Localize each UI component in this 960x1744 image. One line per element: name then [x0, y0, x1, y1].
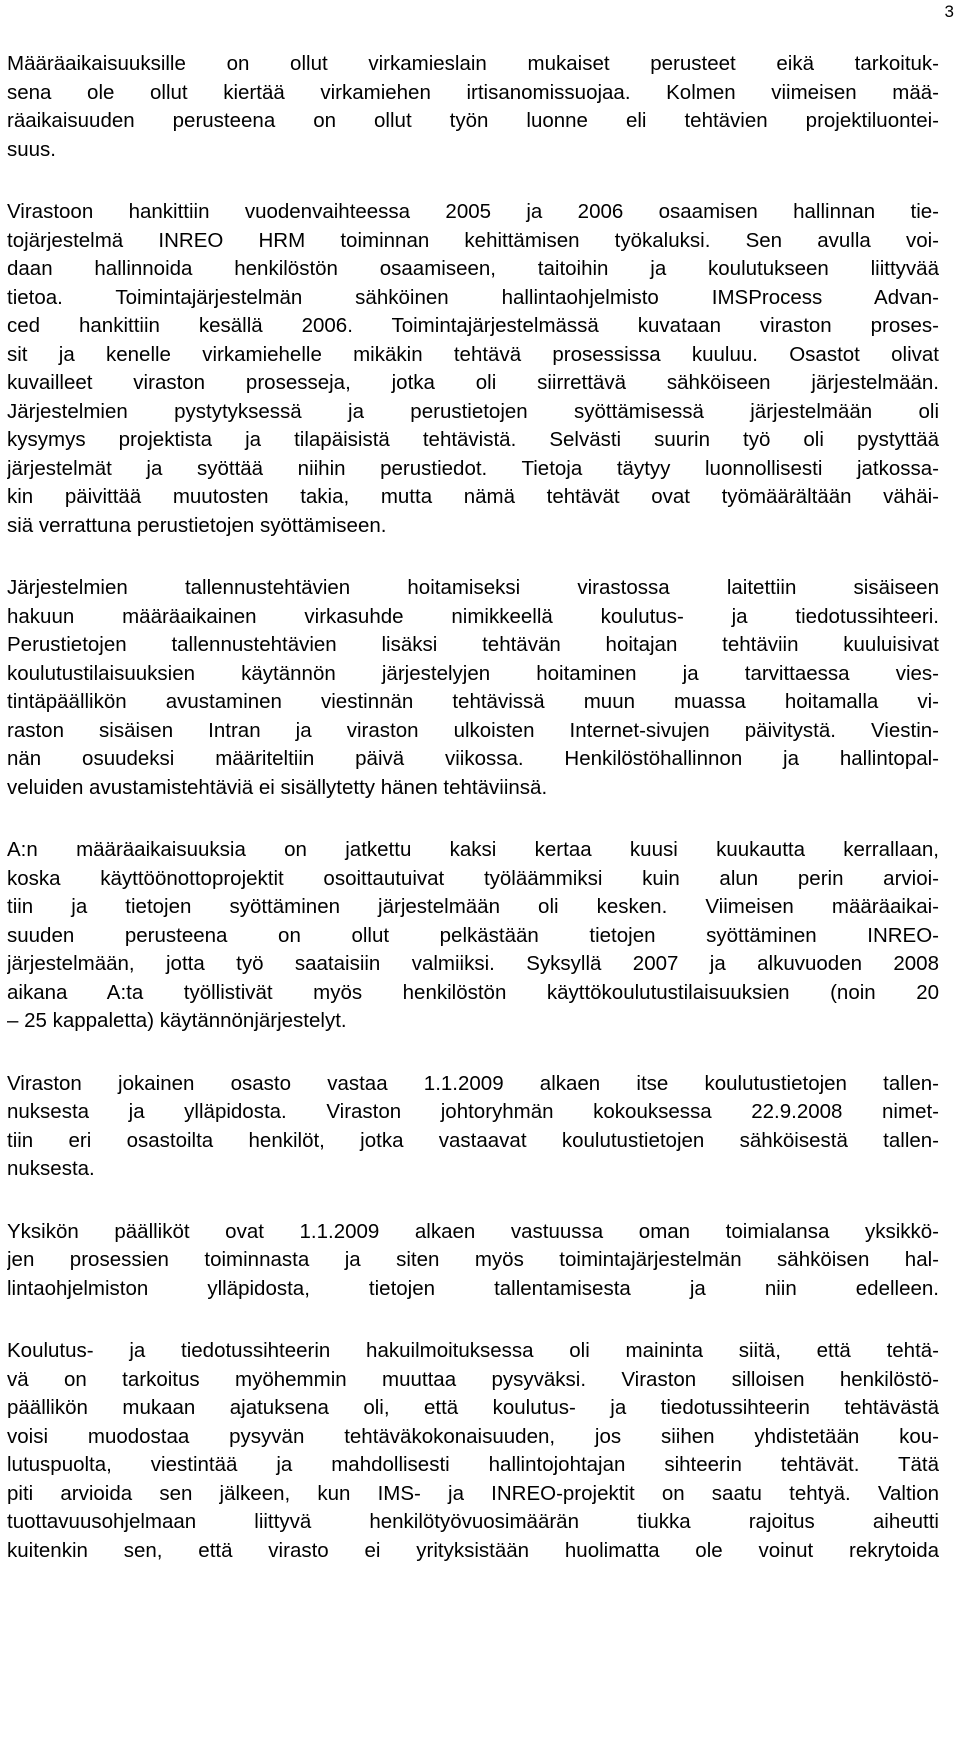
text-line: nuksesta.	[7, 1157, 95, 1180]
text-line: Koulutus- ja tiedotussihteerin hakuilmoituksessa oli maininta siitä, että tehtä-	[7, 1339, 939, 1362]
text-line: voisi muodostaa pysyvän tehtäväkokonaisuuden, jos siihen yhdistetään kou-	[7, 1424, 939, 1448]
page-number: 3	[944, 2, 954, 21]
text-line: Järjestelmien pystytyksessä ja perustietojen syöttämisessä järjestelmään oli	[7, 399, 939, 423]
text-line: järjestelmät ja syöttää niihin perustiedot. Tietoja täytyy luonnollisesti jatkossa-	[7, 456, 939, 480]
text-line: kin päivittää muutosten takia, mutta nämä tehtävät ovat työmäärältään vähäi-	[7, 485, 939, 508]
text-line: järjestelmään, jotta työ saataisiin valmiiksi. Syksyllä 2007 ja alkuvuoden 2008	[7, 952, 939, 975]
paragraph	[7, 198, 939, 540]
text-line: A:n määräaikaisuuksia on jatkettu kaksi kertaa kuusi kuukautta kerrallaan,	[7, 838, 939, 861]
text-line: raston sisäisen Intran ja viraston ulkoisten Internet-sivujen päivitystä. Viestin-	[7, 718, 939, 742]
text-line: piti arvioida sen jälkeen, kun IMS- ja INREO-projektit on saatu tehtyä. Valtion	[7, 1481, 939, 1505]
text-line: tietoa. Toimintajärjestelmän sähköinen hallintaohjelmisto IMSProcess Advan-	[7, 285, 939, 309]
text-line: kuitenkin sen, että virasto ei yrityksistään huolimatta ole voinut rekrytoida	[7, 1538, 939, 1562]
paragraph	[7, 836, 939, 1036]
text-line: Järjestelmien tallennustehtävien hoitamiseksi virastossa laitettiin sisäiseen	[7, 576, 939, 599]
text-line: koulutustilaisuuksien käytännön järjestelyjen hoitaminen ja tarvittaessa vies-	[7, 661, 939, 685]
text-line: hakuun määräaikainen virkasuhde nimikkeellä koulutus- ja tiedotussihteeri.	[7, 604, 939, 628]
text-line: nän osuudeksi määriteltiin päivä viikossa. Henkilöstöhallinnon ja hallintopal-	[7, 747, 939, 770]
text-line: räaikaisuuden perusteena on ollut työn luonne eli tehtävien projektiluontei-	[7, 109, 939, 132]
text-line: päällikön mukaan ajatuksena oli, että koulutus- ja tiedotussihteerin tehtävästä	[7, 1396, 939, 1419]
text-line: siä verrattuna perustietojen syöttämiseen.	[7, 513, 387, 537]
text-line: koska käyttöönottoprojektit osoittautuivat työläämmiksi kuin alun perin arvioi-	[7, 866, 939, 890]
text-line: suus.	[7, 137, 56, 161]
text-line: veluiden avustamistehtäviä ei sisällytetty hänen tehtäviinsä.	[7, 775, 548, 799]
text-line: suuden perusteena on ollut pelkästään tietojen syöttäminen INREO-	[7, 923, 939, 947]
document-body	[7, 50, 939, 1599]
paragraph	[7, 574, 939, 802]
text-line: tuottavuusohjelmaan liittyvä henkilötyövuosimäärän tiukka rajoitus aiheutti	[7, 1510, 939, 1533]
text-line: daan hallinnoida henkilöstön osaamiseen, taitoihin ja koulutukseen liittyvää	[7, 257, 939, 280]
paragraph	[7, 1070, 939, 1184]
text-line: Perustietojen tallennustehtävien lisäksi tehtävän hoitajan tehtäviin kuuluisivat	[7, 633, 939, 656]
text-line: lutuspuolta, viestintää ja mahdollisesti hallintojohtajan sihteerin tehtävät. Tätä	[7, 1453, 939, 1476]
paragraph	[7, 50, 939, 164]
text-line: lintaohjelmiston ylläpidosta, tietojen tallentamisesta ja niin edelleen.	[7, 1276, 939, 1300]
paragraph	[7, 1218, 939, 1304]
text-line: vä on tarkoitus myöhemmin muuttaa pysyväksi. Viraston silloisen henkilöstö-	[7, 1367, 939, 1391]
text-line: ced hankittiin kesällä 2006. Toimintajärjestelmässä kuvataan viraston proses-	[7, 314, 939, 337]
text-line: kuvailleet viraston prosesseja, jotka oli siirrettävä sähköiseen järjestelmään.	[7, 371, 939, 394]
text-line: Määräaikaisuuksille on ollut virkamieslain mukaiset perusteet eikä tarkoituk-	[7, 52, 939, 75]
text-line: sit ja kenelle virkamiehelle mikäkin tehtävä prosessissa kuuluu. Osastot olivat	[7, 342, 939, 366]
text-line: Viraston jokainen osasto vastaa 1.1.2009 alkaen itse koulutustietojen tallen-	[7, 1071, 939, 1095]
text-line: kysymys projektista ja tilapäisistä tehtävistä. Selvästi suurin työ oli pystyttää	[7, 428, 939, 451]
text-line: tiin ja tietojen syöttäminen järjestelmään oli kesken. Viimeisen määräaikai-	[7, 895, 939, 918]
text-line: – 25 kappaletta) käytännönjärjestelyt.	[7, 1009, 347, 1032]
text-line: aikana A:ta työllistivät myös henkilöstön käyttökoulutustilaisuuksien (noin 20	[7, 980, 939, 1004]
paragraph	[7, 1337, 939, 1565]
text-line: sena ole ollut kiertää virkamiehen irtisanomissuojaa. Kolmen viimeisen mää-	[7, 80, 939, 104]
text-line: nuksesta ja ylläpidosta. Viraston johtoryhmän kokouksessa 22.9.2008 nimet-	[7, 1100, 939, 1123]
text-line: jen prosessien toiminnasta ja siten myös toimintajärjestelmän sähköisen hal-	[7, 1248, 939, 1271]
text-line: tintäpäällikön avustaminen viestinnän tehtävissä muun muassa hoitamalla vi-	[7, 690, 939, 713]
text-line: tiin eri osastoilta henkilöt, jotka vastaavat koulutustietojen sähköisestä tallen-	[7, 1128, 939, 1152]
text-line: Yksikön päälliköt ovat 1.1.2009 alkaen vastuussa oman toimialansa yksikkö-	[7, 1219, 939, 1243]
text-line: Virastoon hankittiin vuodenvaihteessa 2005 ja 2006 osaamisen hallinnan tie-	[7, 200, 939, 223]
text-line: tojärjestelmä INREO HRM toiminnan kehittämisen työkaluksi. Sen avulla voi-	[7, 228, 939, 252]
